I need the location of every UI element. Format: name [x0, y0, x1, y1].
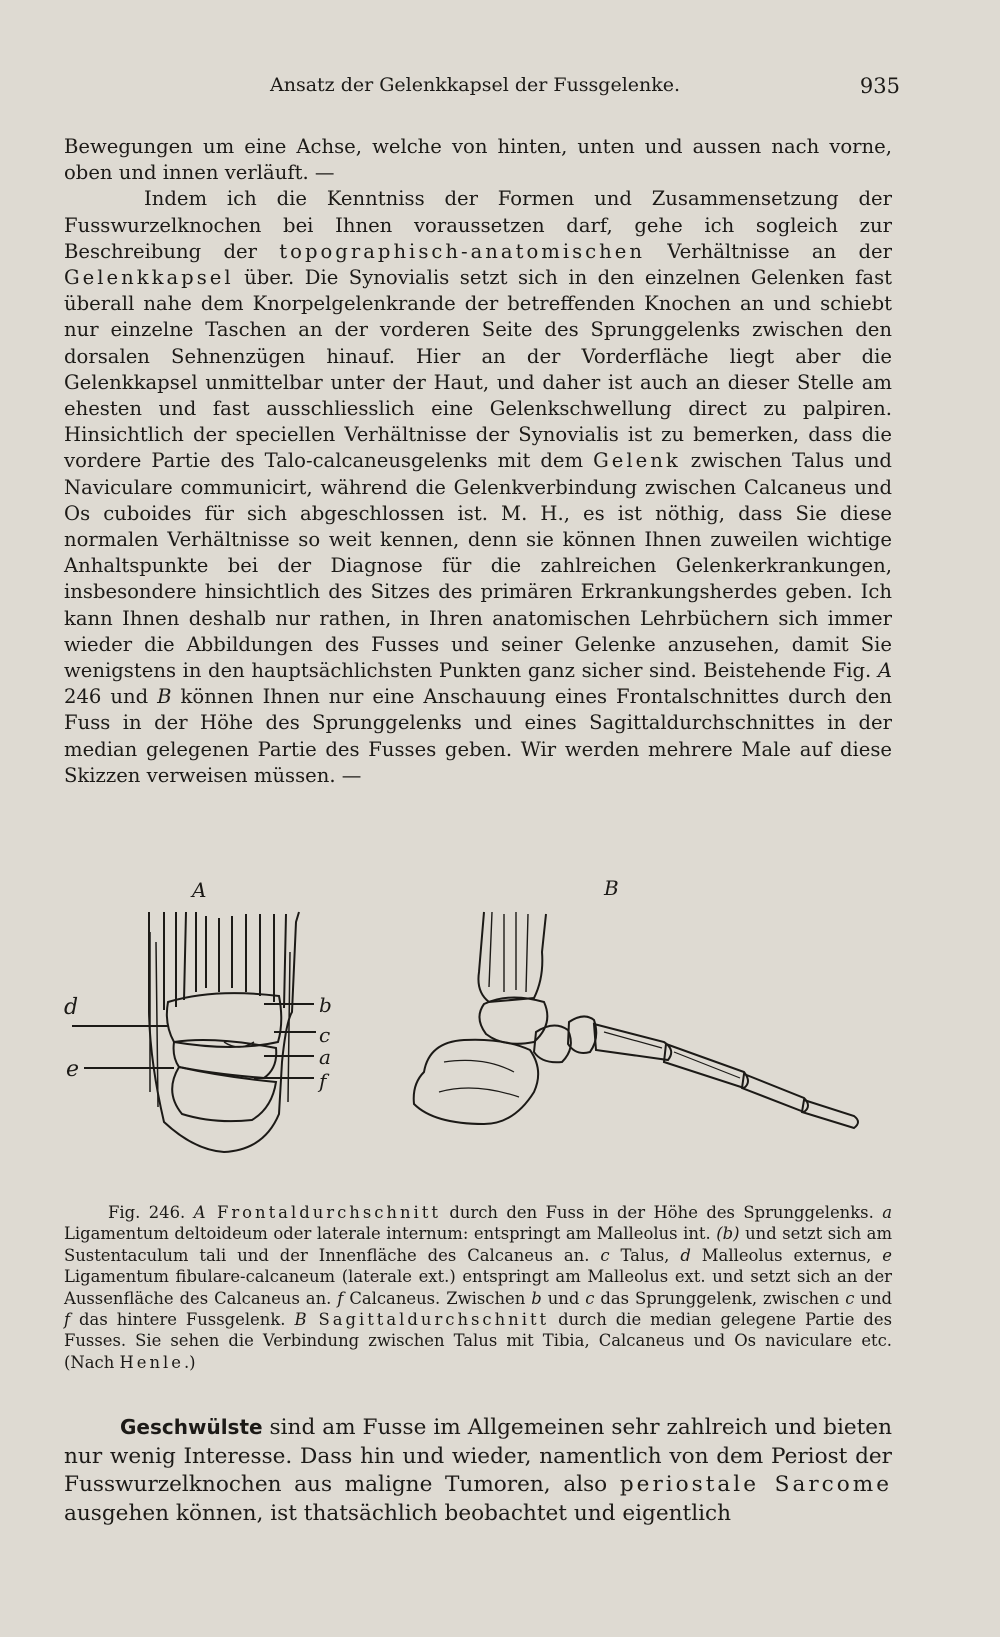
- caption-run: und: [541, 1288, 586, 1308]
- caption-italic: a: [882, 1203, 892, 1222]
- figure-246: [64, 876, 900, 1204]
- text-run: Verhältnisse an der: [644, 239, 893, 263]
- caption-italic: f: [64, 1310, 71, 1330]
- caption-run: das Sprunggelenk, zwischen: [594, 1288, 846, 1308]
- caption-run: Calcaneus. Zwischen: [343, 1288, 532, 1308]
- caption-italic: f: [337, 1288, 344, 1308]
- caption-run: Malleolus externus,: [690, 1245, 883, 1265]
- label-c: c: [319, 1023, 331, 1047]
- figure-ref-b: B: [157, 685, 172, 709]
- label-f: f: [319, 1069, 327, 1093]
- figure-label-a: A: [192, 878, 207, 902]
- caption-italic: c: [845, 1288, 855, 1308]
- caption-run: Ligamentum fibulare-calcaneum (laterale ext.) entspringt am Malleolus ext. und setzt sich an der Aussenfläche des Calcaneus an.: [64, 1267, 892, 1308]
- caption-run: das hintere Fussgelenk.: [70, 1310, 295, 1330]
- figure-drawing: [64, 892, 900, 1204]
- text-run: ausgehen können, ist thatsächlich beobachtet und eigentlich: [64, 1500, 732, 1526]
- paragraph-2: [64, 186, 892, 789]
- text-run: sind am Fusse im Allgemeinen sehr zahlreich und bieten nur wenig Interesse. Dass hin und wieder, namentlich von dem Periost der Fusswurzelknochen aus maligne Tumoren, also: [64, 1415, 892, 1497]
- caption-italic: A: [193, 1203, 206, 1222]
- caption-spaced: Sagittaldurchschnitt: [306, 1310, 550, 1330]
- caption-run: .): [183, 1352, 196, 1372]
- caption-run: und setzt sich am Sustentaculum tali und der Innenfläche des Calcaneus an.: [64, 1224, 892, 1265]
- caption-spaced: Frontaldurchschnitt: [205, 1203, 441, 1222]
- figure-caption: [64, 1202, 892, 1373]
- text-run: 246 und: [64, 685, 158, 709]
- caption-italic: (b): [716, 1224, 740, 1244]
- caption-spaced: Henle: [119, 1352, 184, 1372]
- figure-label-b: B: [604, 876, 619, 900]
- section-heading: Geschwülste: [120, 1415, 263, 1439]
- spaced-term: Gelenk: [593, 449, 681, 473]
- paragraph-1: Bewegungen um eine Achse, welche von hinten, unten und aussen nach vorne, oben und innen verläuft. —: [64, 135, 892, 185]
- caption-text: [64, 1202, 892, 1373]
- section-geschwuelste: [64, 1413, 892, 1528]
- spaced-term: topographisch-anatomischen: [279, 239, 645, 263]
- caption-run: Ligamentum deltoideum oder laterale internum: entspringt am Malleolus int.: [64, 1224, 717, 1244]
- label-d: d: [64, 995, 79, 1020]
- caption-italic: c: [585, 1288, 595, 1308]
- spaced-term: Gelenkkapsel: [64, 266, 234, 290]
- label-a: a: [319, 1045, 331, 1069]
- text-run: zwischen Talus und Naviculare communicirt, während die Gelenkverbindung zwischen Calcaneus und Os cuboides für sich abgeschlossen ist. M. H., es ist nöthig, dass Sie diese normalen Verhältnisse so weit kennen, denn sie können Ihnen zuweilen wichtige Anhaltspunkte bei der Diagnose für die zahlreichen Gelenkerkrankungen, insbesondere hinsichtlich des Sitzes des primären Erkrankungsherdes geben. Ich kann Ihnen deshalb nur rathen, in Ihren anatomischen Lehrbüchern sich immer wieder die Abbildungen des Fusses und seiner Gelenke anzusehen, damit Sie wenigstens in den hauptsächlichsten Punkten ganz sicher sind. Beistehende Fig.: [64, 449, 892, 683]
- spaced-term: periostale Sarcome: [619, 1472, 892, 1497]
- text-run: Indem ich die Kenntniss der Formen und Zusammensetzung der Fusswurzelknochen bei Ihnen voraussetzen darf, gehe ich sogleich zur Beschreibung der: [64, 187, 892, 263]
- label-e: e: [66, 1057, 80, 1082]
- caption-run: Talus,: [609, 1245, 681, 1265]
- caption-italic: d: [680, 1245, 691, 1265]
- caption-italic: B: [294, 1310, 307, 1330]
- page-number: 935: [859, 74, 900, 98]
- caption-italic: e: [882, 1245, 892, 1265]
- text-run: über. Die Synovialis setzt sich in den einzelnen Gelenken fast überall nahe dem Knorpelgelenkrande der betreffenden Knochen an und schiebt nur einzelne Taschen an der vorderen Seite des Sprunggelenks zwischen den dorsalen Sehnenzügen hinauf. Hier an der Vorderfläche liegt aber die Gelenkkapsel unmittelbar unter der Haut, und daher ist auch an dieser Stelle am ehesten und fast ausschliesslich eine Gelenkschwellung direct zu palpiren. Hinsichtlich der speciellen Verhältnisse der Synovialis ist zu bemerken, dass die vordere Partie des Talo-calcaneusgelenks mit dem: [64, 266, 892, 473]
- running-title: Ansatz der Gelenkkapsel der Fussgelenke.: [270, 74, 681, 96]
- body-text: [64, 134, 892, 789]
- caption-run: Fig. 246.: [108, 1203, 194, 1222]
- caption-italic: b: [531, 1288, 542, 1308]
- figure-ref-a: A: [877, 659, 892, 683]
- caption-run: durch den Fuss in der Höhe des Sprunggelenks.: [440, 1203, 883, 1222]
- caption-run: und: [854, 1288, 892, 1308]
- label-b: b: [319, 993, 332, 1017]
- sagittal-section-drawing: [414, 912, 858, 1128]
- caption-run: durch die median gelegene Partie des Fusses. Sie sehen die Verbindung zwischen Talus mit Tibia, Calcaneus und Os naviculare etc. (Nach: [64, 1310, 893, 1372]
- section-paragraph: [64, 1413, 892, 1528]
- text-run: können Ihnen nur eine Anschauung eines Frontalschnittes durch den Fuss in der Höhe des Sprunggelenks und eines Sagittaldurchschnittes in der median gelegenen Partie des Fusses geben. Wir werden mehrere Male auf diese Skizzen verweisen müssen. —: [64, 685, 892, 787]
- caption-italic: c: [600, 1245, 610, 1265]
